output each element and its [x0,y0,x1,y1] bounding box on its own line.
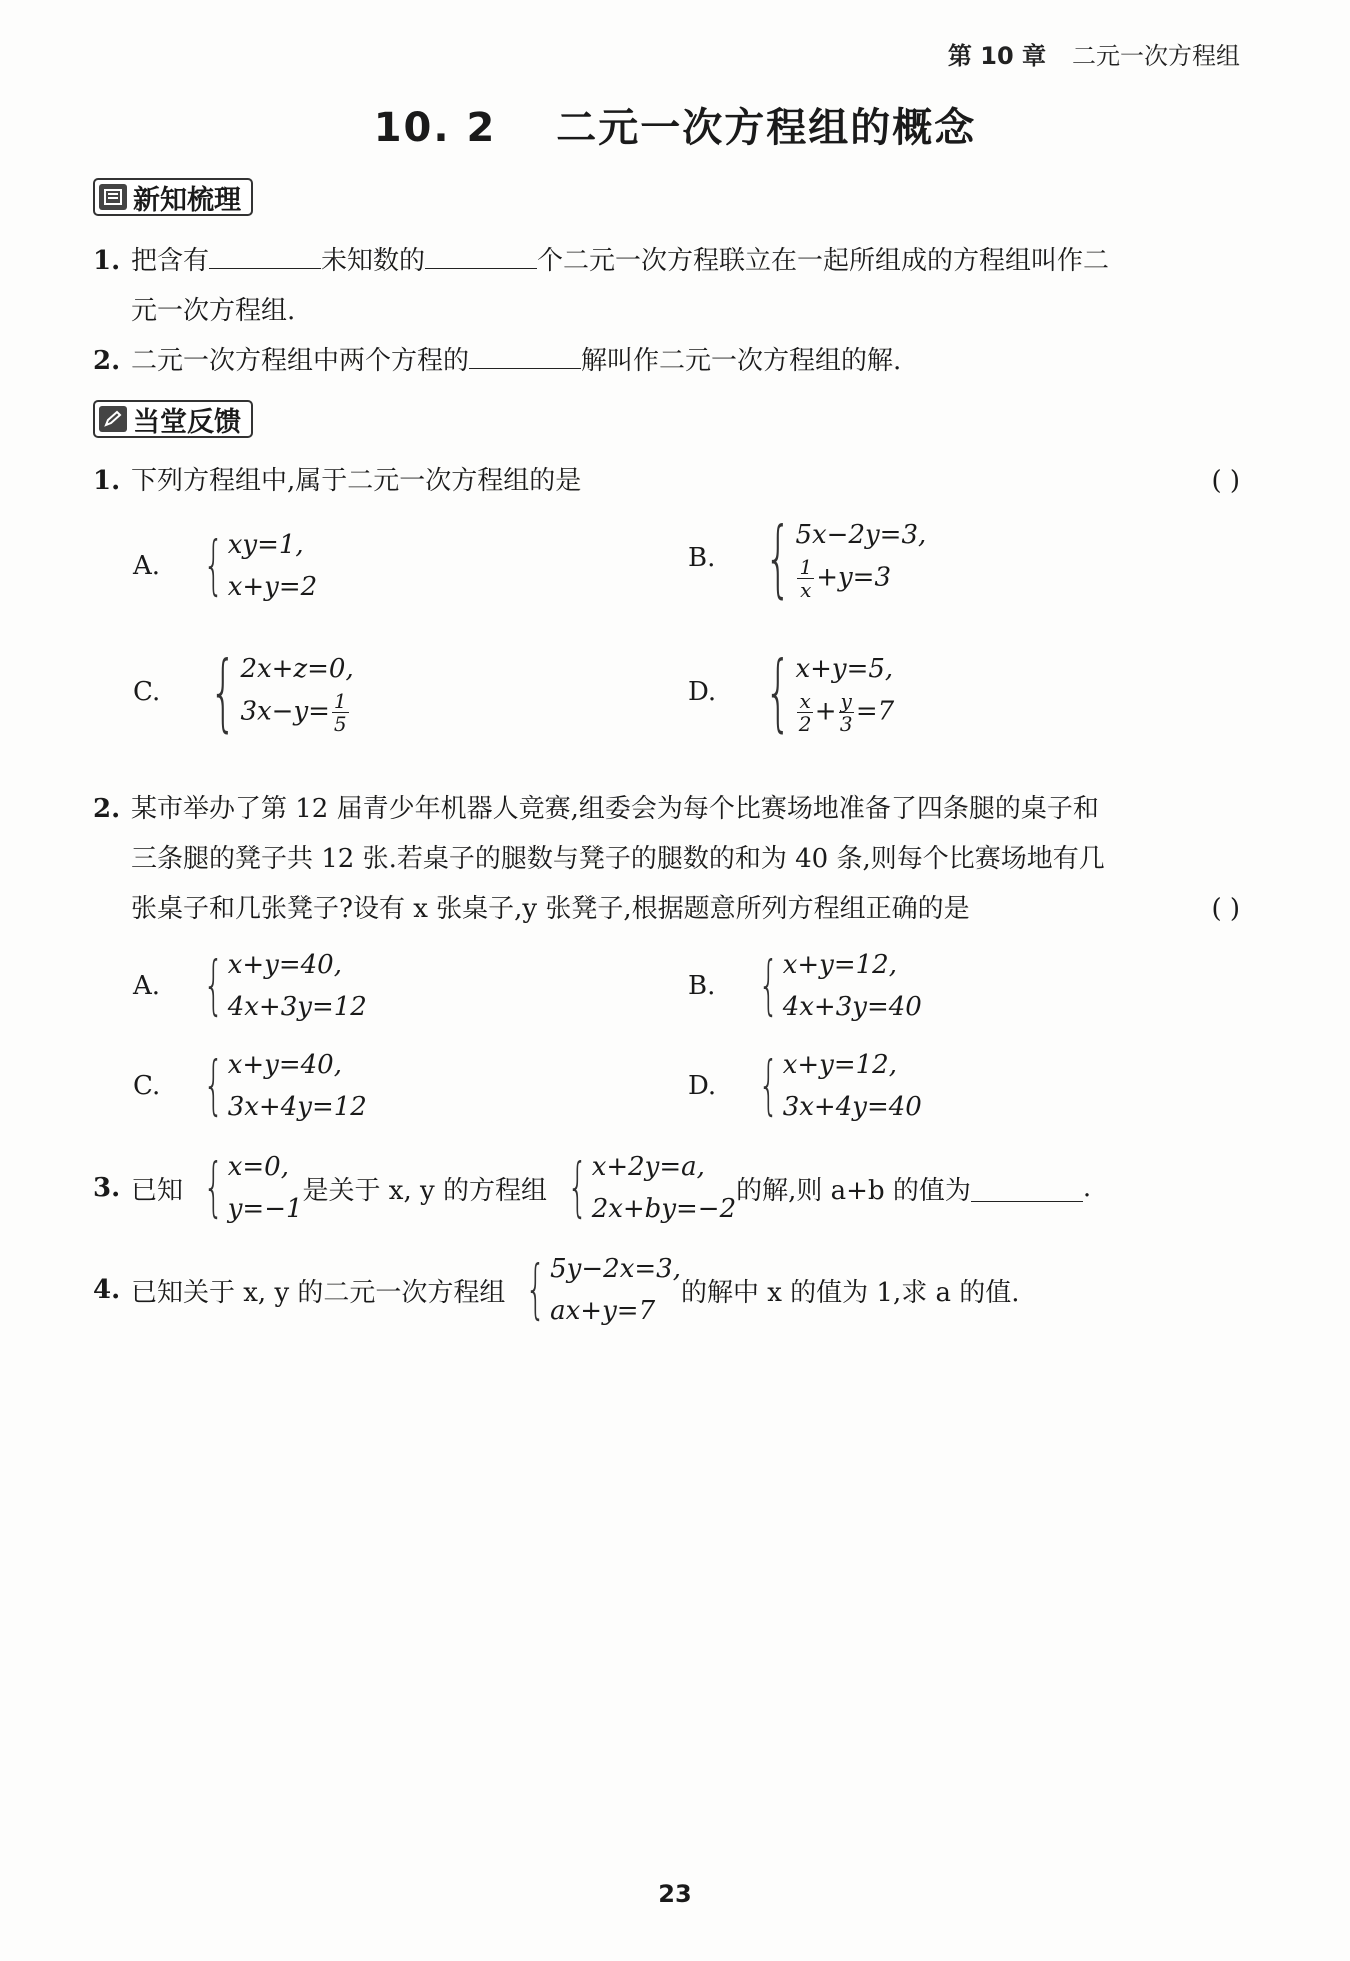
section-heading-new-knowledge [93,178,253,216]
running-header [948,36,1240,71]
question-number: 2. [93,346,121,376]
equation: xy=1, [227,530,304,560]
equation: x+y=5, [795,654,894,684]
option-label: D. [688,1071,717,1101]
equation-system [183,524,317,608]
equation: 2x+by=−2 [591,1194,737,1224]
equation: y=−1 [227,1194,303,1224]
fraction-denominator: 5 [333,712,347,736]
equation: x+y=12, [782,950,897,980]
equation: x+y=2 [227,572,318,602]
answer-blank[interactable] [425,242,537,269]
pencil-icon [99,406,127,432]
question-number: 3. [93,1173,121,1203]
option-label: D. [688,676,717,707]
option-b[interactable] [688,508,927,607]
option-label: C. [133,676,161,707]
feedback-question-4 [93,1248,1020,1332]
brace: { [203,1151,224,1225]
answer-blank[interactable] [209,242,321,269]
answer-blank[interactable] [469,342,581,369]
brace: { [209,642,237,741]
equation: x+y=40, [227,950,342,980]
text: =7 [855,696,895,727]
option-b[interactable] [688,944,922,1028]
text: 已知关于 x, y 的二元一次方程组 [131,1277,506,1308]
page-number: 23 [658,1880,692,1908]
option-label: B. [688,542,716,573]
fraction-numerator: 1 [799,555,813,579]
page-title [0,96,1350,153]
option-d[interactable] [688,1044,922,1128]
text: 是关于 x, y 的方程组 [302,1175,547,1206]
equation [795,690,894,735]
equation: 4x+3y=40 [782,992,922,1022]
option-label: A. [133,551,161,581]
fraction-denominator: 2 [798,712,812,736]
text: 未知数的 [321,246,426,276]
feedback-question-3 [93,1146,1091,1230]
question-number: 2. [93,794,121,824]
text: 三条腿的凳子共 12 张.若桌子的腿数与凳子的腿数的和为 40 条,则每个比赛场地有几 [131,844,1105,874]
text: 已知 [131,1175,184,1206]
option-a[interactable] [133,944,367,1028]
equation-system [183,1146,303,1230]
text: 元一次方程组. [131,296,296,326]
book-icon [99,184,127,210]
text: 的解,则 a+b 的值为 [736,1175,971,1206]
text: . [1082,1173,1092,1203]
equation-system [738,944,922,1028]
option-c[interactable] [133,1044,367,1128]
equation: x+y=12, [782,1050,897,1080]
feedback-question-1 [93,456,1240,506]
fraction-numerator: 1 [333,689,347,713]
equation: 3x+4y=12 [227,1092,367,1122]
title-text: 二元一次方程组的概念 [556,105,977,151]
equation [240,690,353,735]
equation: 2x+z=0, [240,654,354,684]
fraction-denominator: x [800,578,812,602]
equation-system [505,1248,681,1332]
equation: x+2y=a, [591,1152,705,1182]
brace: { [525,1253,547,1327]
brace: { [758,1049,779,1123]
feedback-question-2 [93,784,1240,934]
brace: { [758,949,779,1023]
brace: { [567,1151,588,1225]
equation: 3x+4y=40 [782,1092,922,1122]
equation: 5y−2x=3, [550,1254,681,1284]
knowledge-question-1 [93,236,1240,336]
question-text: 下列方程组中,属于二元一次方程组的是 [131,466,582,496]
option-label: B. [688,971,716,1001]
option-d[interactable] [688,642,895,741]
brace: { [203,949,224,1023]
header-topic: 二元一次方程组 [1072,42,1240,70]
text: 个二元一次方程联立在一起所组成的方程组叫作二 [537,246,1110,276]
question-number: 4. [93,1275,121,1305]
equation-system [183,944,367,1028]
text: + [814,696,837,727]
section-label: 新知梳理 [133,184,241,216]
fraction-numerator: x [799,689,811,713]
option-a[interactable] [133,524,317,608]
question-number: 1. [93,466,121,496]
text: 解叫作二元一次方程组的解. [581,346,902,376]
equation: x=0, [227,1152,289,1182]
brace: { [203,1049,224,1123]
title-number: 10. 2 [373,105,497,151]
equation: x+y=40, [227,1050,342,1080]
equation-system [738,508,927,607]
fraction-denominator: 3 [839,712,853,736]
equation: 4x+3y=12 [227,992,367,1022]
option-c[interactable] [133,642,354,741]
equation-system [183,642,354,741]
section-label: 当堂反馈 [133,406,241,438]
equation-system [738,642,895,741]
equation-system [183,1044,367,1128]
text: +y=3 [816,562,891,593]
header-chapter: 第 10 章 [947,42,1046,70]
text: 张桌子和几张凳子?设有 x 张桌子,y 张凳子,根据题意所列方程组正确的是 [131,894,970,924]
answer-parentheses[interactable]: ( ) [1211,466,1240,496]
brace: { [764,642,792,741]
answer-parentheses[interactable]: ( ) [1211,894,1240,924]
equation-system [547,1146,736,1230]
text: 二元一次方程组中两个方程的 [131,346,470,376]
text: 的解中 x 的值为 1,求 a 的值. [680,1277,1020,1308]
answer-blank[interactable] [971,1175,1083,1202]
text: 某市举办了第 12 届青少年机器人竞赛,组委会为每个比赛场地准备了四条腿的桌子和 [131,794,1099,824]
option-label: A. [133,971,161,1001]
option-label: C. [133,1071,161,1101]
fraction-numerator: y [840,689,852,713]
text: 把含有 [131,246,210,276]
brace: { [764,508,792,607]
section-heading-feedback [93,400,253,438]
question-number: 1. [93,246,121,276]
knowledge-question-2 [93,336,1240,386]
equation-system [738,1044,922,1128]
text: 3x−y= [240,696,330,727]
equation: 5x−2y=3, [795,520,927,550]
equation [795,556,926,601]
brace: { [203,529,224,603]
equation: ax+y=7 [550,1296,656,1326]
